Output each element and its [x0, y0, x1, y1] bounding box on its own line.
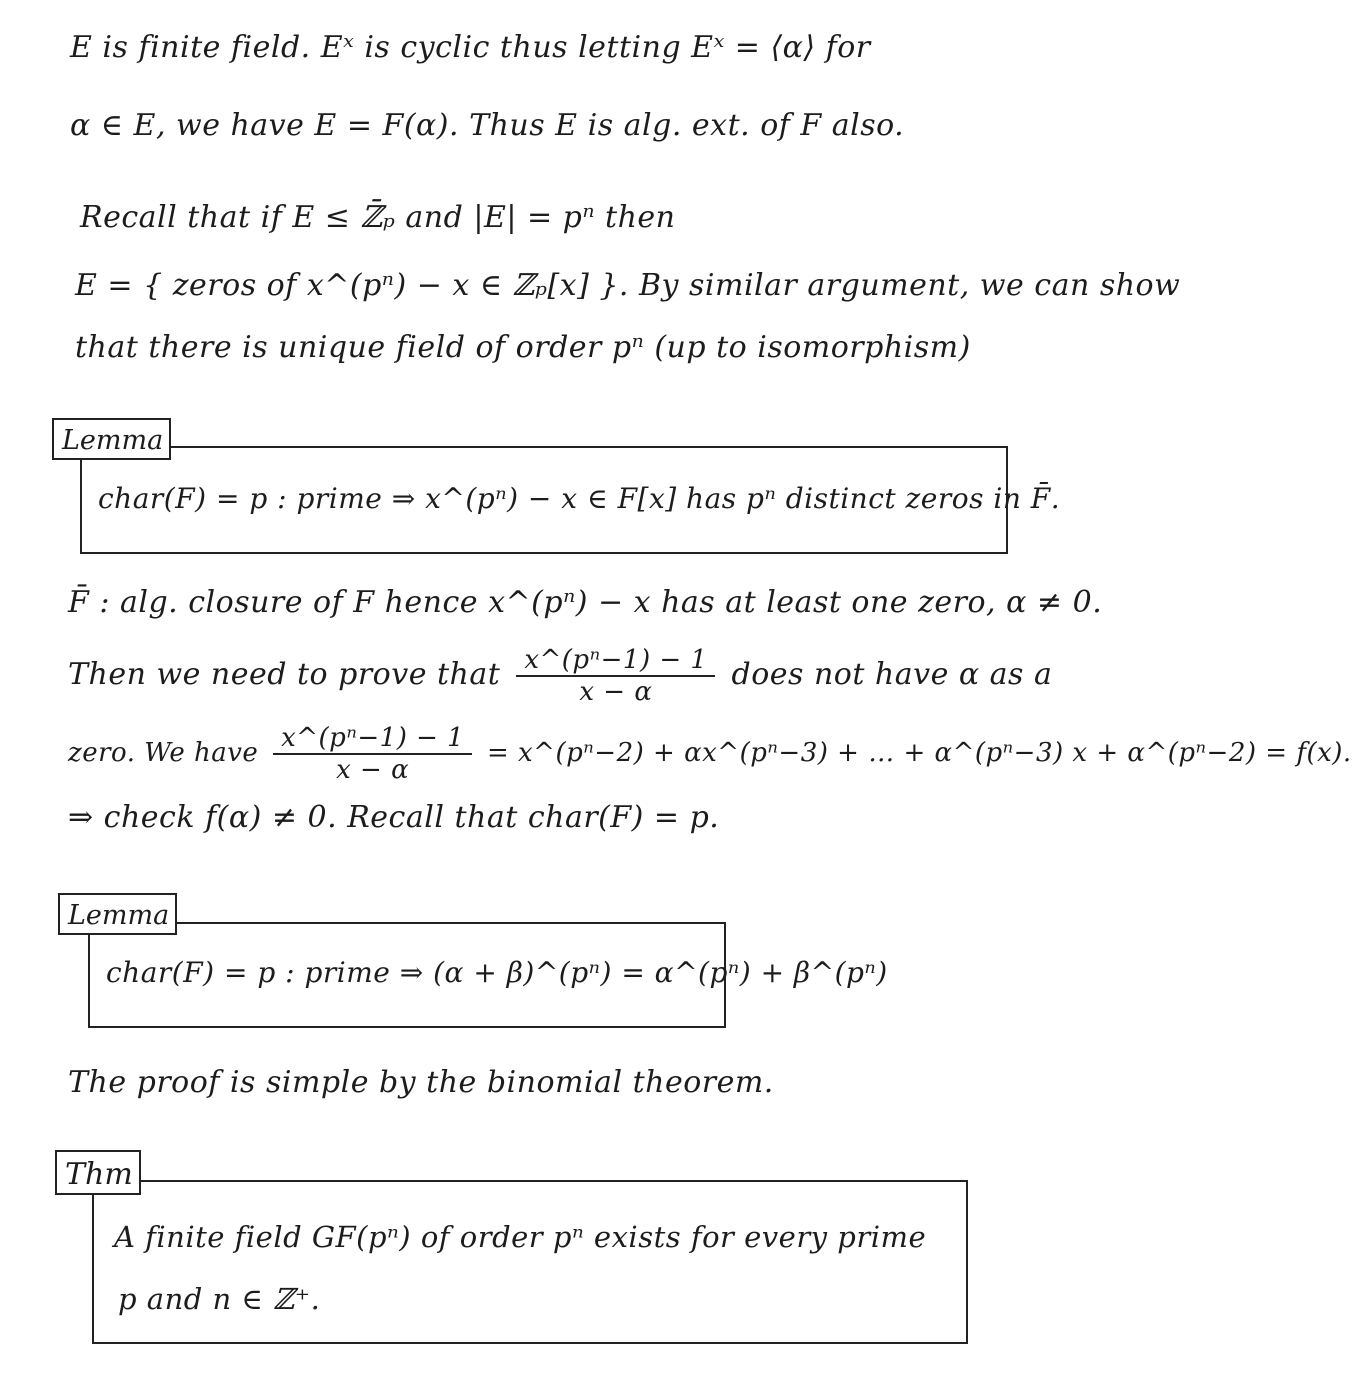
fraction-1-denominator: x − α [579, 677, 653, 707]
fraction-2 [273, 723, 472, 785]
lemma1-statement: char(F) = p : prime ⇒ x^(pⁿ) − x ∈ F[x] has pⁿ distinct zeros in F̄. [98, 482, 1061, 515]
para3-line1: F̄ : alg. closure of F hence x^(pⁿ) − x has at least one zero, α ≠ 0. [68, 585, 1103, 620]
para3-line3-post: = x^(pⁿ−2) + αx^(pⁿ−3) + … + α^(pⁿ−3) x + α^(pⁿ−2) = f(x). [486, 738, 1352, 768]
para1-line1: E is finite field. Eˣ is cyclic thus letting Eˣ = ⟨α⟩ for [70, 30, 871, 65]
para3-line4: ⇒ check f(α) ≠ 0. Recall that char(F) = p. [68, 800, 720, 835]
para3-line2-pre: Then we need to prove that [68, 657, 501, 692]
lemma2-statement: char(F) = p : prime ⇒ (α + β)^(pⁿ) = α^(pⁿ) + β^(pⁿ) [106, 956, 888, 989]
fraction-2-denominator: x − α [336, 755, 410, 785]
lemma2-tag: Lemma [58, 893, 177, 935]
theorem-tag: Thm [55, 1150, 141, 1195]
theorem-line2: p and n ∈ ℤ⁺. [118, 1282, 321, 1316]
para3-line2 [68, 645, 1052, 707]
para4-line1: The proof is simple by the binomial theorem. [68, 1065, 774, 1100]
para2-line1: Recall that if E ≤ ℤ̄ₚ and |E| = pⁿ then [80, 200, 676, 235]
para3-line3-pre: zero. We have [68, 738, 259, 768]
fraction-1 [516, 645, 715, 707]
para2-line3: that there is unique field of order pⁿ (up to isomorphism) [75, 330, 971, 365]
lemma2-box [88, 922, 888, 1028]
para3-line2-post: does not have α as a [731, 657, 1053, 692]
theorem-box [92, 1180, 968, 1344]
para2-line2: E = { zeros of x^(pⁿ) − x ∈ ℤₚ[x] }. By similar argument, we can show [75, 268, 1181, 303]
para1-line2: α ∈ E, we have E = F(α). Thus E is alg. ext. of F also. [70, 108, 905, 143]
lemma1-box [80, 446, 1061, 554]
lemma1-tag: Lemma [52, 418, 171, 460]
theorem-line1: A finite field GF(pⁿ) of order pⁿ exists for every prime [114, 1220, 927, 1254]
para3-line3 [68, 723, 1352, 785]
fraction-1-numerator: x^(pⁿ−1) − 1 [516, 645, 715, 677]
fraction-2-numerator: x^(pⁿ−1) − 1 [273, 723, 472, 755]
